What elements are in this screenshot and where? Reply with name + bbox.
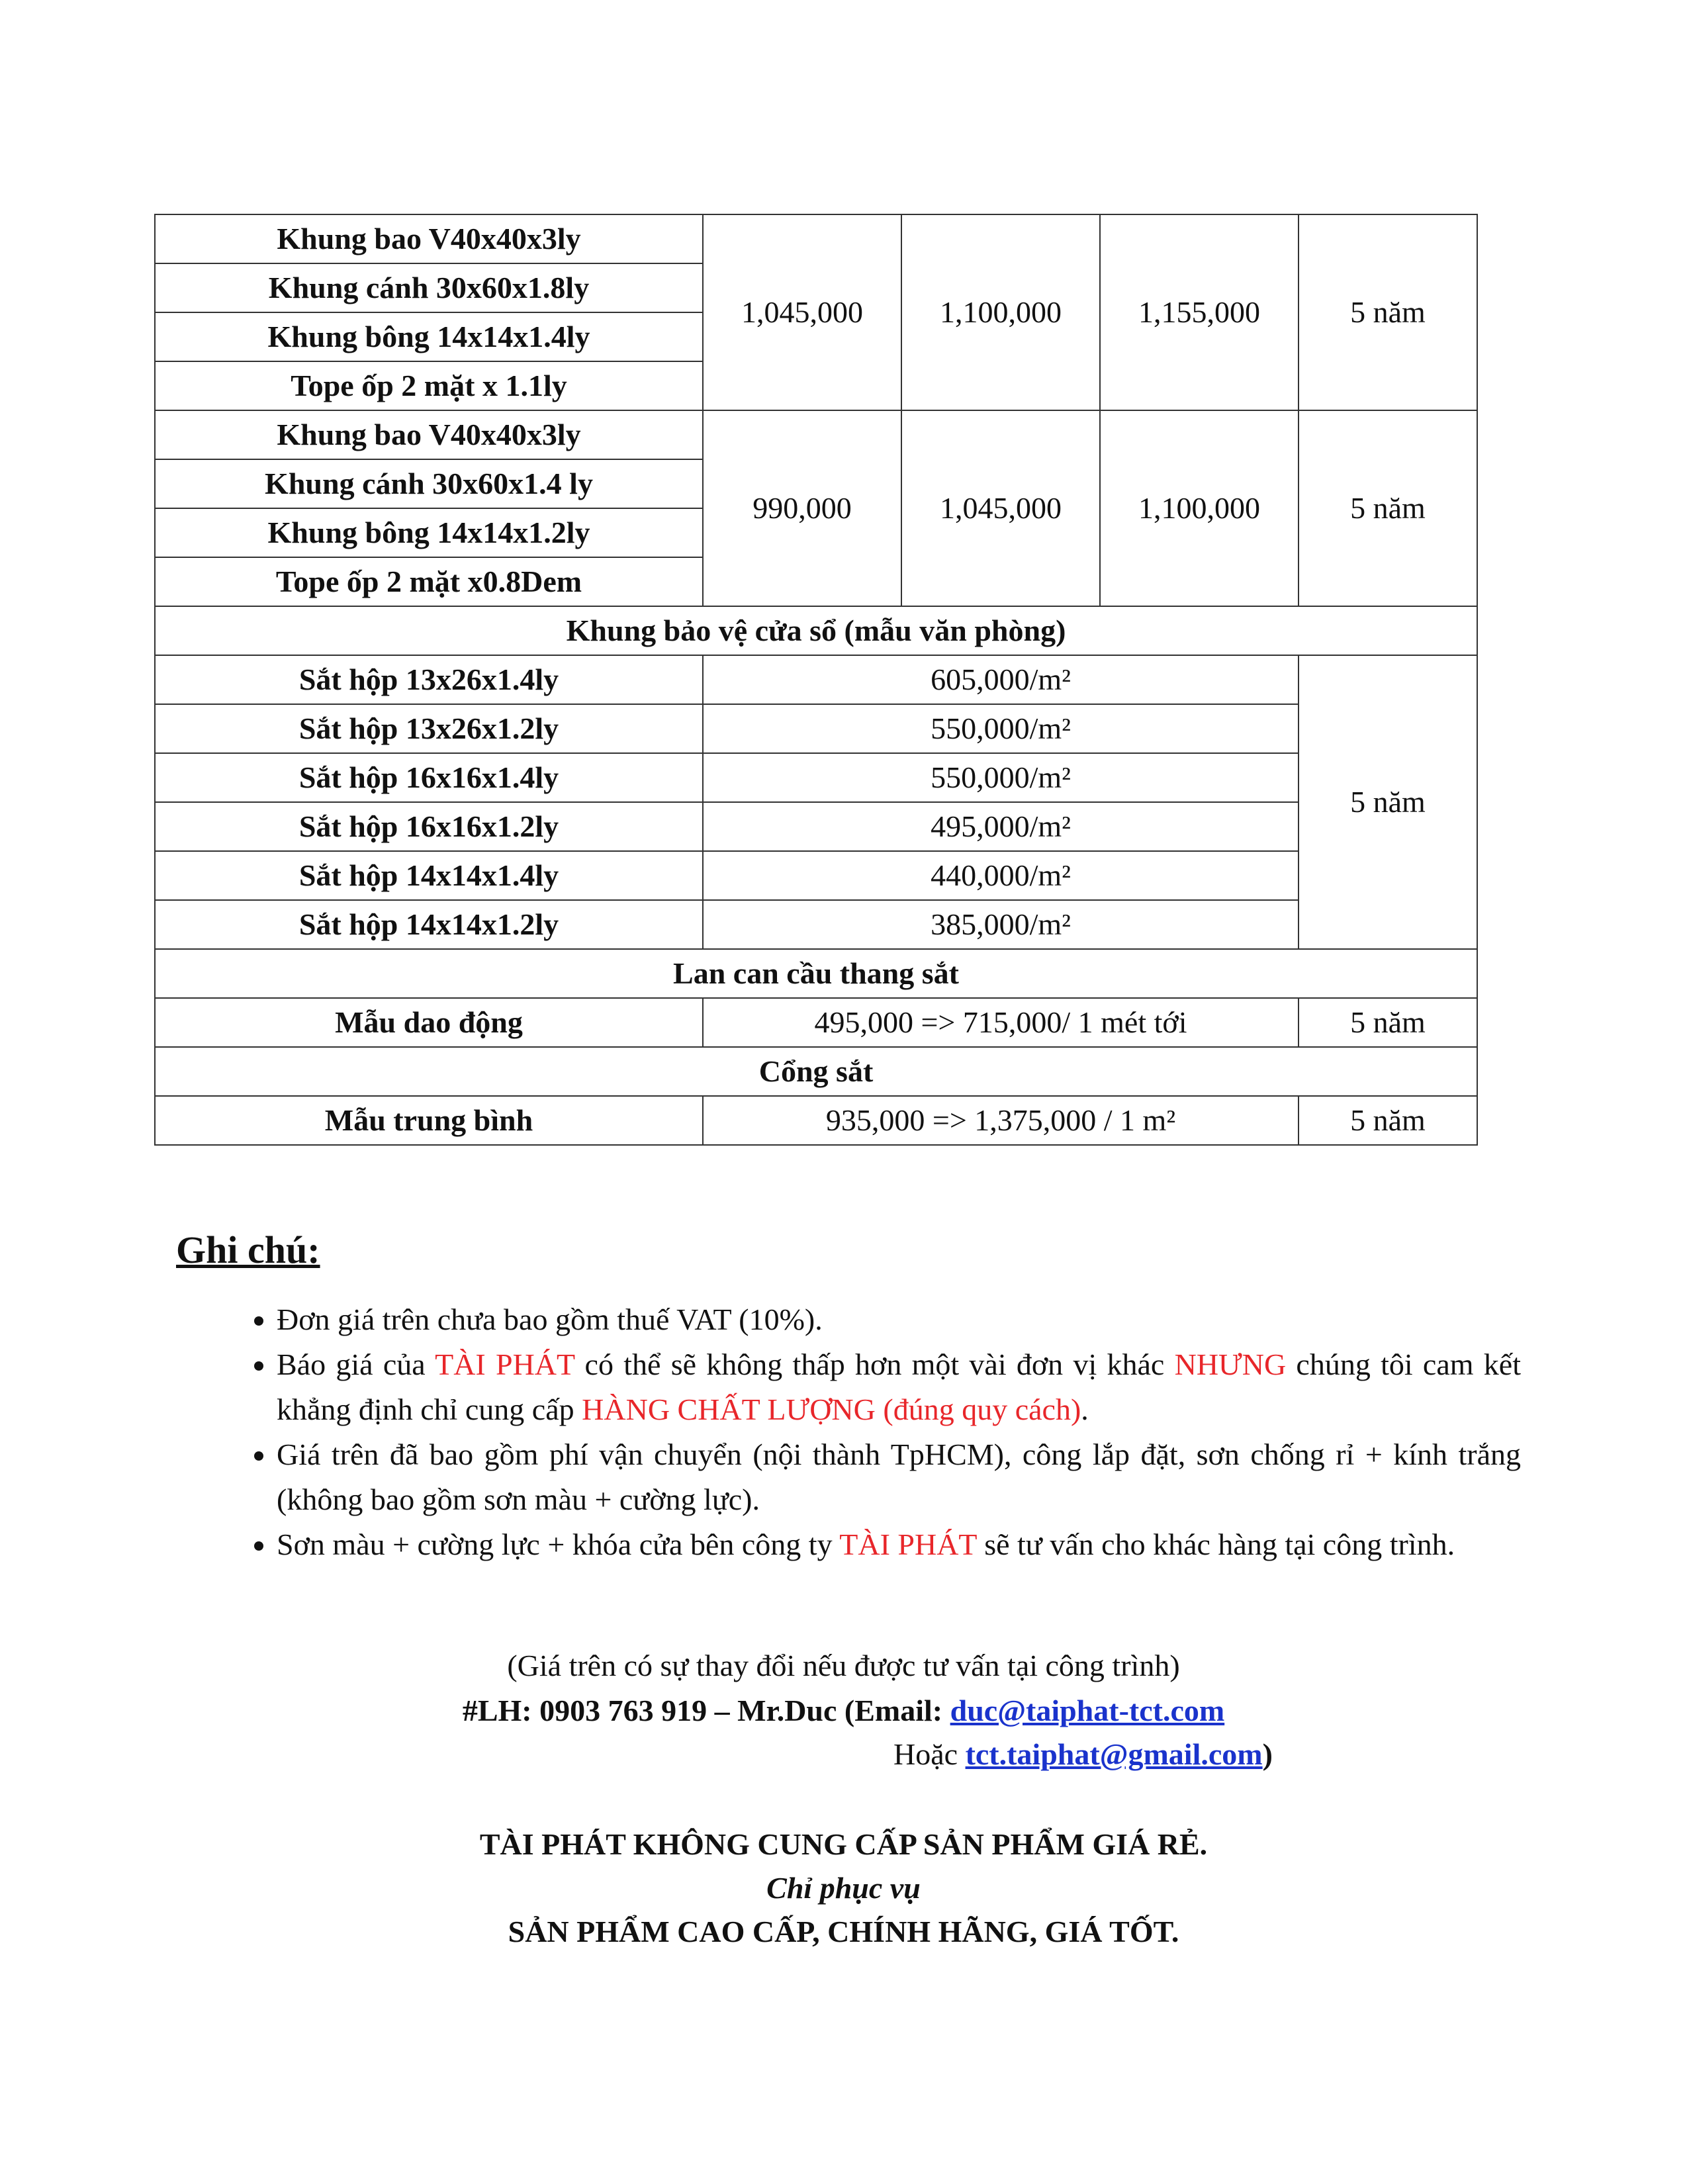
item-name: Khung bông 14x14x1.4ly — [155, 312, 703, 361]
item-name: Khung bao V40x40x3ly — [155, 410, 703, 459]
price-cell: 550,000/m² — [703, 753, 1299, 802]
company-name: TÀI PHÁT — [435, 1347, 575, 1381]
close-paren: ) — [1262, 1737, 1273, 1771]
table-row — [155, 1096, 1477, 1145]
section-title-window: Khung bảo vệ cửa sổ (mẫu văn phòng) — [155, 606, 1477, 655]
table-row — [155, 753, 1477, 802]
item-name: Tope ốp 2 mặt x0.8Dem — [155, 557, 703, 606]
slogan-line-2: Chỉ phục vụ — [766, 1871, 921, 1905]
table-row — [155, 900, 1477, 949]
table-row — [155, 704, 1477, 753]
section-header-row — [155, 949, 1477, 998]
price-cell: 605,000/m² — [703, 655, 1299, 704]
price-cell: 385,000/m² — [703, 900, 1299, 949]
section-header-row — [155, 1047, 1477, 1096]
price-cell: 935,000 => 1,375,000 / 1 m² — [703, 1096, 1299, 1145]
email-link-2[interactable]: tct.taiphat@gmail.com — [965, 1737, 1263, 1771]
table-row — [155, 410, 1477, 459]
slogan-line-1: TÀI PHÁT KHÔNG CUNG CẤP SẢN PHẨM GIÁ RẺ. — [479, 1827, 1208, 1861]
contact-line — [0, 1693, 1687, 1728]
note-text: có thể sẽ không thấp hơn một vài đơn vị khác — [574, 1347, 1175, 1381]
note-text: Giá trên đã bao gồm phí vận chuyển (nội thành TpHCM), công lắp đặt, sơn chống rỉ + kính trắng (không bao gồm sơn màu + cường lực). — [277, 1437, 1521, 1516]
company-name: TÀI PHÁT — [839, 1527, 977, 1561]
price-change-note: (Giá trên có sự thay đổi nếu được tư vấn tại công trình) — [507, 1649, 1180, 1682]
section-title-railing: Lan can cầu thang sắt — [155, 949, 1477, 998]
note-text: Đơn giá trên chưa bao gồm thuế VAT (10%). — [277, 1302, 823, 1336]
table-row — [155, 802, 1477, 851]
section-header-row — [155, 606, 1477, 655]
price-cell: 495,000/m² — [703, 802, 1299, 851]
price-cell: 990,000 — [703, 410, 901, 606]
warranty-cell: 5 năm — [1299, 410, 1477, 606]
note-item — [277, 1432, 1521, 1522]
item-name: Mẫu trung bình — [155, 1096, 703, 1145]
price-cell: 440,000/m² — [703, 851, 1299, 900]
warranty-cell: 5 năm — [1299, 655, 1477, 949]
warranty-cell: 5 năm — [1299, 998, 1477, 1047]
price-cell: 550,000/m² — [703, 704, 1299, 753]
emphasis-text: HÀNG CHẤT LƯỢNG (đúng quy cách) — [582, 1392, 1081, 1426]
note-item — [277, 1297, 1521, 1342]
table-row — [155, 214, 1477, 263]
item-name: Sắt hộp 14x14x1.4ly — [155, 851, 703, 900]
note-text: Sơn màu + cường lực + khóa cửa bên công ty — [277, 1527, 840, 1561]
note-item — [277, 1522, 1521, 1567]
note-item — [277, 1342, 1521, 1432]
warranty-cell: 5 năm — [1299, 1096, 1477, 1145]
warranty-cell: 5 năm — [1299, 214, 1477, 410]
price-cell: 1,045,000 — [901, 410, 1100, 606]
price-table — [154, 214, 1478, 1146]
price-cell: 495,000 => 715,000/ 1 mét tới — [703, 998, 1299, 1047]
item-name: Sắt hộp 16x16x1.2ly — [155, 802, 703, 851]
table-row — [155, 655, 1477, 704]
contact-prefix: #LH: 0903 763 919 – Mr.Duc (Email: — [462, 1694, 950, 1727]
section-title-gate: Cổng sắt — [155, 1047, 1477, 1096]
note-text: sẽ tư vấn cho khác hàng tại công trình. — [976, 1527, 1455, 1561]
item-name: Khung cánh 30x60x1.4 ly — [155, 459, 703, 508]
item-name: Khung bông 14x14x1.2ly — [155, 508, 703, 557]
note-text: Báo giá của — [277, 1347, 435, 1381]
item-name: Mẫu dao động — [155, 998, 703, 1047]
or-label: Hoặc — [893, 1737, 966, 1771]
item-name: Sắt hộp 13x26x1.4ly — [155, 655, 703, 704]
alt-contact-line — [893, 1737, 1357, 1772]
notes-list — [229, 1297, 1521, 1567]
item-name: Sắt hộp 14x14x1.2ly — [155, 900, 703, 949]
email-link-1[interactable]: duc@taiphat-tct.com — [950, 1694, 1225, 1727]
item-name: Tope ốp 2 mặt x 1.1ly — [155, 361, 703, 410]
item-name: Sắt hộp 13x26x1.2ly — [155, 704, 703, 753]
emphasis-text: NHƯNG — [1174, 1347, 1287, 1381]
price-cell: 1,045,000 — [703, 214, 901, 410]
slogan-line-3: SẢN PHẨM CAO CẤP, CHÍNH HÃNG, GIÁ TỐT. — [508, 1915, 1179, 1948]
price-cell: 1,155,000 — [1100, 214, 1299, 410]
item-name: Khung cánh 30x60x1.8ly — [155, 263, 703, 312]
price-cell: 1,100,000 — [901, 214, 1100, 410]
notes-title: Ghi chú: — [176, 1228, 320, 1271]
item-name: Sắt hộp 16x16x1.4ly — [155, 753, 703, 802]
item-name: Khung bao V40x40x3ly — [155, 214, 703, 263]
note-text: chúng tôi cam kết khẳng định chỉ cung cấp — [277, 1347, 1522, 1426]
table-row — [155, 998, 1477, 1047]
table-row — [155, 851, 1477, 900]
note-text: . — [1081, 1392, 1089, 1426]
price-cell: 1,100,000 — [1100, 410, 1299, 606]
